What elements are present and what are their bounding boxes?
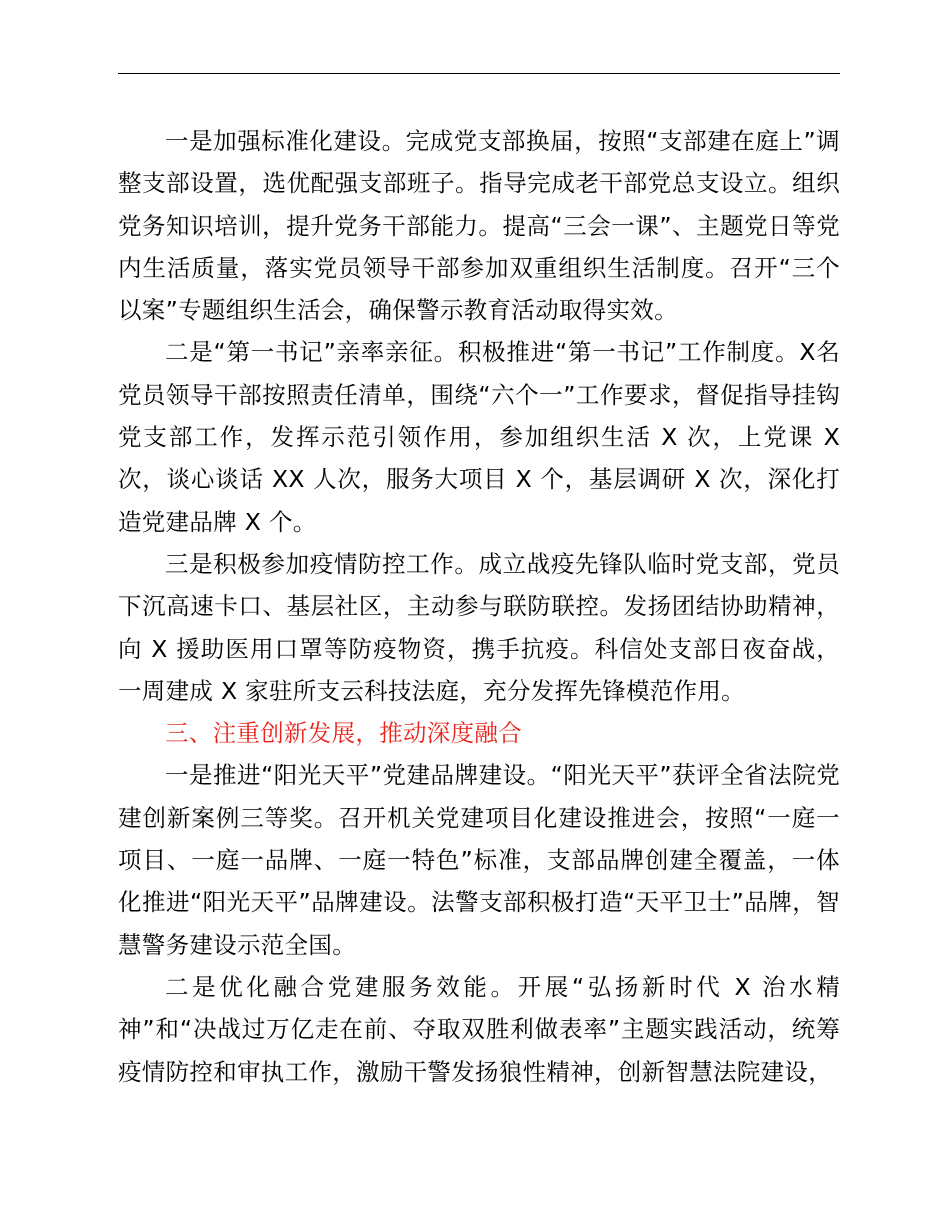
- header-rule: [118, 73, 840, 74]
- paragraph-first-secretary: 二是“第一书记”亲率亲征。积极推进“第一书记”工作制度。X名党员领导干部按照责任清单，围绕“六个一”工作要求，督促指导挂钩党支部工作，发挥示范引领作用，参加组织生活 X 次，上党课 X 次，谈心谈话 XX 人次，服务大项目 X 个，基层调研 X 次，深化打造党建品牌 X 个。: [118, 338, 840, 536]
- paragraph-brand-building: 一是推进“阳光天平”党建品牌建设。“阳光天平”获评全省法院党建创新案例三等奖。召开机关党建项目化建设推进会，按照“一庭一项目、一庭一品牌、一庭一特色”标准，支部品牌创建全覆盖，一体化推进“阳光天平”品牌建设。法警支部积极打造“天平卫士”品牌，智慧警务建设示范全国。: [118, 761, 840, 959]
- section-heading-innovation: 三、注重创新发展，推动深度融合: [165, 719, 522, 748]
- paragraph-standardization: 一是加强标准化建设。完成党支部换届，按照“支部建在庭上”调整支部设置，选优配强支部班子。指导完成老干部党总支设立。组织党务知识培训，提升党务干部能力。提高“三会一课”、主题党日等党内生活质量，落实党员领导干部参加双重组织生活制度。召开“三个以案”专题组织生活会，确保警示教育活动取得实效。: [118, 127, 840, 325]
- document-body: [118, 120, 840, 1093]
- paragraph-epidemic-prevention: 三是积极参加疫情防控工作。成立战疫先锋队临时党支部，党员下沉高速卡口、基层社区，主动参与联防联控。发扬团结协助精神，向 X 援助医用口罩等防疫物资，携手抗疫。科信处支部日夜奋战，一周建成 X 家驻所支云科技法庭，充分发挥先锋模范作用。: [118, 549, 840, 705]
- paragraph-service-efficiency: 二是优化融合党建服务效能。开展“弘扬新时代 X 治水精神”和“决战过万亿走在前、夺取双胜利做表率”主题实践活动，统筹疫情防控和审执工作，激励干警发扬狼性精神，创新智慧法院建设，: [118, 972, 840, 1086]
